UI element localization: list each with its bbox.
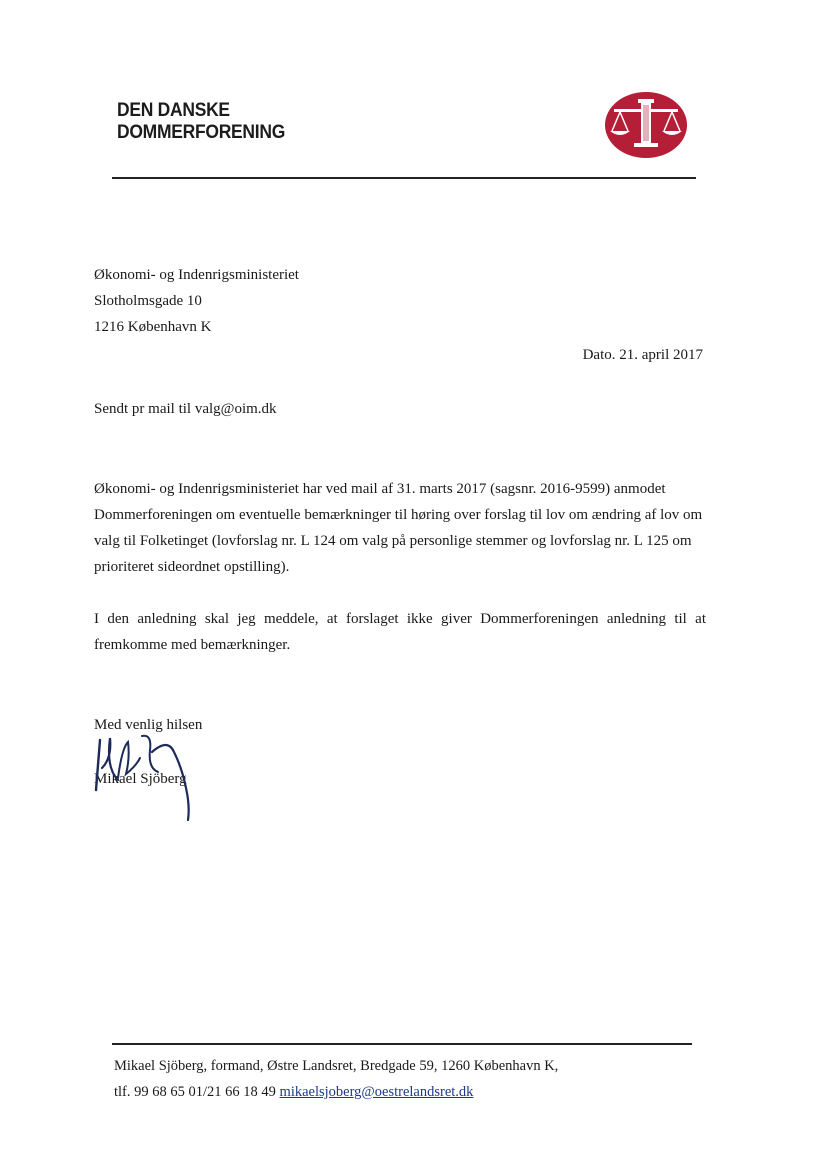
recipient-address	[94, 262, 299, 340]
sent-by-mail-line: Sendt pr mail til valg@oim.dk	[94, 401, 277, 417]
footer-divider	[112, 1043, 692, 1045]
paragraph-line: Økonomi- og Indenrigsministeriet har ved mail af 31. marts 2017 (sagsnr. 2016-9599) anmodet	[94, 481, 666, 497]
recipient-street: Slotholmsgade 10	[94, 293, 202, 309]
footer-phone: tlf. 99 68 65 01/21 66 18 49	[114, 1084, 276, 1100]
org-name-line1: DEN DANSKE	[117, 100, 230, 121]
paragraph-line: prioriteret sideordnet opstilling).	[94, 559, 290, 575]
body-paragraph-2	[94, 606, 706, 658]
body-paragraph-1	[94, 476, 720, 580]
recipient-name: Økonomi- og Indenrigsministeriet	[94, 267, 299, 283]
recipient-city: 1216 København K	[94, 319, 212, 335]
footer-address: Mikael Sjöberg, formand, Østre Landsret, Bredgade 59, 1260 København K,	[114, 1058, 559, 1074]
paragraph-line: I den anledning skal jeg meddele, at forslaget ikke giver Dommerforeningen anledning til at	[94, 611, 706, 627]
organization-name	[117, 100, 300, 144]
footer-contact	[114, 1079, 558, 1105]
org-name-line2: DOMMERFORENING	[117, 122, 286, 143]
signatory-name: Mikael Sjöberg	[94, 771, 187, 787]
paragraph-line: fremkomme med bemærkninger.	[94, 637, 291, 653]
closing-greeting: Med venlig hilsen	[94, 717, 203, 733]
paragraph-line: Dommerforeningen om eventuelle bemærkninger til høring over forslag til lov om ændring af lov om	[94, 507, 703, 523]
footer-email-link[interactable]: mikaelsjoberg@oestrelandsret.dk	[279, 1084, 474, 1100]
letter-footer	[114, 1053, 558, 1105]
scales-of-justice-icon	[604, 91, 688, 159]
letter-date: Dato. 21. april 2017	[582, 347, 703, 363]
paragraph-line: valg til Folketinget (lovforslag nr. L 124 om valg på personlige stemmer og lovforslag nr. L 125 om	[94, 533, 692, 549]
handwritten-signature	[92, 728, 202, 824]
header-divider	[112, 177, 696, 179]
